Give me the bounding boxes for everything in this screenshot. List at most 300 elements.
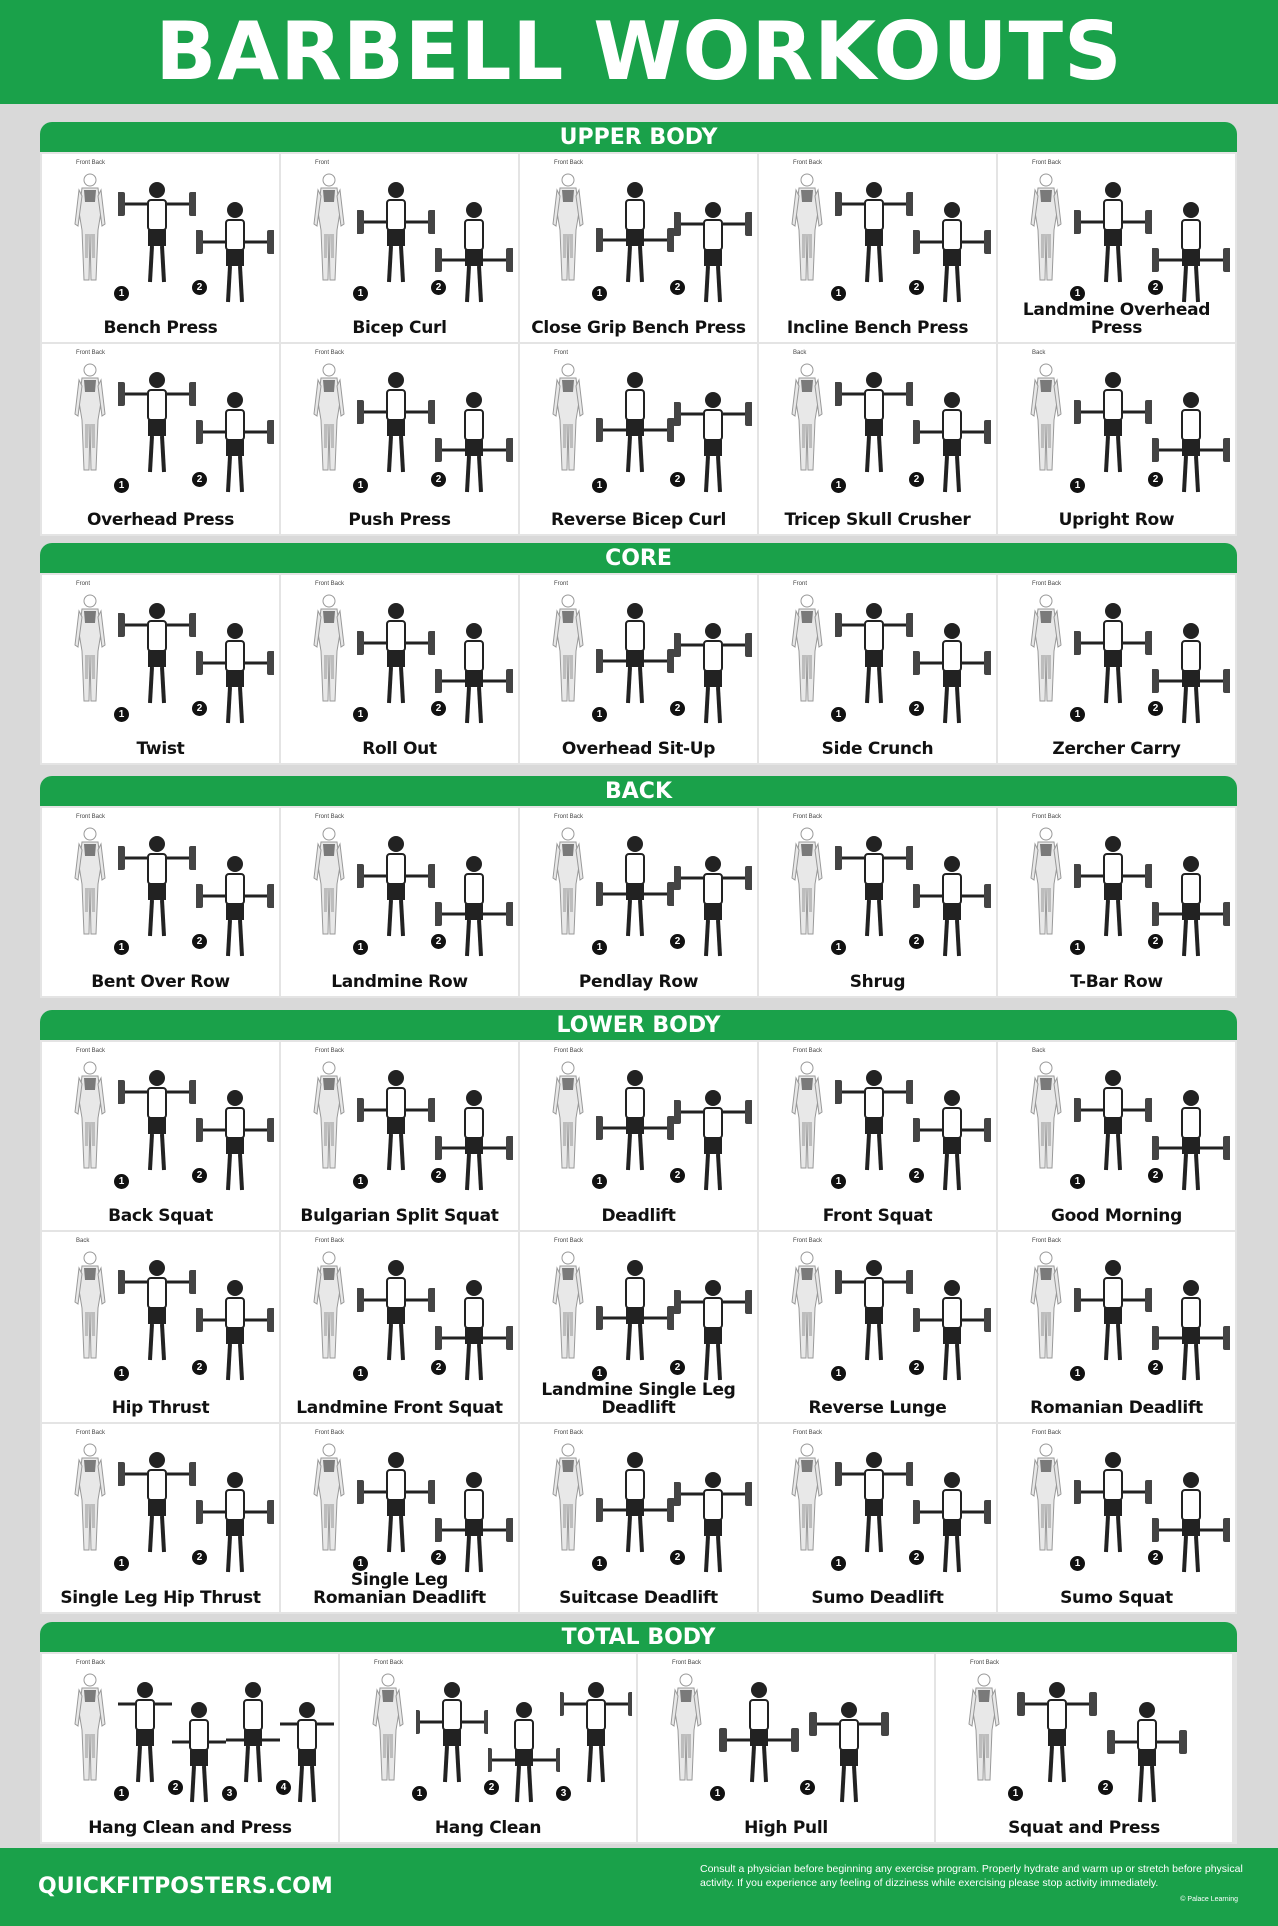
muscle-view-caption: Front Back — [315, 1048, 345, 1054]
muscle-view-caption: Front Back — [554, 814, 584, 820]
step-number-badge: 2 — [192, 1360, 207, 1375]
poster-title: BARBELL WORKOUTS — [155, 5, 1123, 98]
exercise-card[interactable] — [998, 1232, 1235, 1422]
step-number-badge: 2 — [909, 472, 924, 487]
exercise-card[interactable] — [281, 154, 518, 342]
exercise-card[interactable] — [998, 154, 1235, 342]
exercise-card[interactable] — [520, 1042, 757, 1230]
exercise-figure-icon — [435, 850, 513, 965]
exercise-figure-icon — [172, 1696, 226, 1811]
poster-header — [0, 0, 1278, 104]
step-number-badge: 2 — [431, 280, 446, 295]
exercise-name: Good Morning — [1051, 1206, 1182, 1226]
exercise-figure-icon — [357, 176, 435, 291]
muscle-view-caption: Front — [76, 581, 91, 587]
step-number-badge: 2 — [670, 1168, 685, 1183]
exercise-figure-icon — [357, 366, 435, 481]
exercise-figure-icon — [835, 597, 913, 712]
exercise-figure-icon — [1074, 1064, 1152, 1179]
exercise-row — [42, 154, 1237, 344]
exercise-figure-icon — [674, 1466, 752, 1581]
exercise-figure-icon — [714, 1676, 804, 1791]
muscle-diagram-icon — [668, 1672, 704, 1784]
step-number-badge: 1 — [1070, 940, 1085, 955]
exercise-figure-icon — [280, 1696, 334, 1811]
exercise-name: Hip Thrust — [111, 1398, 210, 1418]
step-number-badge: 2 — [192, 280, 207, 295]
step-number-badge: 1 — [114, 1174, 129, 1189]
muscle-diagram-icon — [966, 1672, 1002, 1784]
step-number-badge: 2 — [1098, 1780, 1113, 1795]
muscle-view-caption: Front Back — [315, 350, 345, 356]
exercise-figure-icon — [226, 1676, 280, 1791]
exercise-card[interactable] — [520, 808, 757, 996]
exercise-name: Tricep Skull Crusher — [784, 510, 971, 530]
exercise-card[interactable] — [759, 808, 996, 996]
muscle-view-caption: Front Back — [793, 814, 823, 820]
section-upper-body — [40, 122, 1237, 536]
exercise-card[interactable] — [638, 1654, 934, 1842]
exercise-name: Sumo Squat — [1060, 1588, 1173, 1608]
exercise-row — [42, 808, 1237, 998]
muscle-diagram-icon — [1028, 1060, 1064, 1172]
exercise-name: Landmine Overhead Press — [1022, 300, 1211, 338]
exercise-figure-icon — [196, 617, 274, 732]
section-title: BACK — [40, 776, 1237, 806]
exercise-figure-icon — [196, 1084, 274, 1199]
step-number-badge: 1 — [1070, 1174, 1085, 1189]
step-number-badge: 1 — [592, 1556, 607, 1571]
step-number-badge: 2 — [909, 1550, 924, 1565]
exercise-figure-icon — [357, 1064, 435, 1179]
exercise-name: Pendlay Row — [578, 972, 699, 992]
step-number-badge: 3 — [222, 1786, 237, 1801]
exercise-figure-icon — [118, 1446, 196, 1561]
exercise-figure-icon — [913, 196, 991, 311]
exercise-card[interactable] — [42, 575, 279, 763]
exercise-row — [42, 1424, 1237, 1614]
step-number-badge: 2 — [431, 934, 446, 949]
muscle-view-caption: Back — [793, 350, 807, 356]
exercise-card[interactable] — [520, 344, 757, 534]
muscle-diagram-icon — [72, 593, 108, 705]
exercise-name: Single Leg Hip Thrust — [60, 1588, 261, 1608]
step-number-badge: 1 — [592, 478, 607, 493]
exercise-card[interactable] — [281, 1042, 518, 1230]
exercise-figure-icon — [913, 850, 991, 965]
exercise-figure-icon — [118, 830, 196, 945]
exercise-figure-icon — [118, 597, 196, 712]
step-number-badge: 1 — [1070, 286, 1085, 301]
muscle-diagram-icon — [789, 1060, 825, 1172]
muscle-view-caption: Front Back — [1032, 814, 1062, 820]
exercise-card[interactable] — [281, 808, 518, 996]
disclaimer-text: Consult a physician before beginning any exercise program. Properly hydrate and warm up or stretch before physical activity. If you experience any feeling of dizziness while exercising please stop activity immediately. — [700, 1863, 1243, 1889]
exercise-figure-icon — [1012, 1676, 1102, 1791]
muscle-diagram-icon — [72, 1672, 108, 1784]
muscle-view-caption: Front — [793, 581, 808, 587]
muscle-diagram-icon — [550, 593, 586, 705]
exercise-figure-icon — [435, 386, 513, 501]
exercise-name: Deadlift — [601, 1206, 676, 1226]
step-number-badge: 2 — [168, 1780, 183, 1795]
muscle-diagram-icon — [550, 1060, 586, 1172]
muscle-view-caption: Front Back — [672, 1660, 702, 1666]
muscle-diagram-icon — [311, 1060, 347, 1172]
exercise-name: Bench Press — [103, 318, 218, 338]
exercise-figure-icon — [596, 1064, 674, 1179]
exercise-card[interactable] — [42, 1232, 279, 1422]
step-number-badge: 2 — [192, 472, 207, 487]
exercise-figure-icon — [357, 1254, 435, 1369]
exercise-figure-icon — [674, 1084, 752, 1199]
exercise-figure-icon — [1152, 617, 1230, 732]
exercise-card[interactable] — [759, 344, 996, 534]
step-number-badge: 1 — [831, 707, 846, 722]
exercise-figure-icon — [196, 1466, 274, 1581]
step-number-badge: 2 — [1148, 280, 1163, 295]
exercise-figure-icon — [835, 1254, 913, 1369]
step-number-badge: 1 — [592, 940, 607, 955]
muscle-view-caption: Back — [1032, 350, 1046, 356]
step-number-badge: 1 — [831, 478, 846, 493]
step-number-badge: 2 — [192, 701, 207, 716]
step-number-badge: 1 — [412, 1786, 427, 1801]
muscle-view-caption: Front Back — [76, 814, 106, 820]
step-number-badge: 1 — [831, 286, 846, 301]
muscle-view-caption: Front Back — [793, 1238, 823, 1244]
exercise-card[interactable] — [998, 1042, 1235, 1230]
section-body — [40, 1652, 1237, 1844]
exercise-name: Bicep Curl — [352, 318, 447, 338]
exercise-figure-icon — [1074, 176, 1152, 291]
step-number-badge: 2 — [431, 1360, 446, 1375]
muscle-diagram-icon — [550, 362, 586, 474]
exercise-figure-icon — [357, 597, 435, 712]
exercise-name: Landmine Single Leg Deadlift — [541, 1380, 736, 1418]
step-number-badge: 1 — [592, 1366, 607, 1381]
step-number-badge: 1 — [1070, 707, 1085, 722]
exercise-figure-icon — [596, 597, 674, 712]
step-number-badge: 2 — [670, 701, 685, 716]
muscle-diagram-icon — [311, 826, 347, 938]
exercise-figure-icon — [596, 366, 674, 481]
section-body — [40, 806, 1237, 998]
step-number-badge: 1 — [353, 1556, 368, 1571]
exercise-name: Overhead Sit-Up — [561, 739, 716, 759]
exercise-figure-icon — [674, 850, 752, 965]
exercise-card[interactable] — [759, 1042, 996, 1230]
exercise-card[interactable] — [42, 154, 279, 342]
step-number-badge: 2 — [909, 934, 924, 949]
step-number-badge: 1 — [831, 940, 846, 955]
exercise-card[interactable] — [42, 1424, 279, 1612]
exercise-figure-icon — [435, 1466, 513, 1581]
exercise-figure-icon — [196, 1274, 274, 1389]
muscle-view-caption: Back — [1032, 1048, 1046, 1054]
exercise-figure-icon — [596, 1254, 674, 1369]
exercise-name: T-Bar Row — [1070, 972, 1163, 992]
exercise-figure-icon — [1074, 1254, 1152, 1369]
exercise-figure-icon — [1074, 1446, 1152, 1561]
muscle-view-caption: Front Back — [315, 581, 345, 587]
exercise-figure-icon — [560, 1676, 632, 1791]
exercise-figure-icon — [596, 830, 674, 945]
exercise-card[interactable] — [998, 575, 1235, 763]
muscle-view-caption: Front Back — [554, 1238, 584, 1244]
exercise-figure-icon — [196, 196, 274, 311]
exercise-figure-icon — [1152, 1466, 1230, 1581]
step-number-badge: 2 — [431, 1550, 446, 1565]
muscle-view-caption: Front Back — [793, 1048, 823, 1054]
muscle-diagram-icon — [789, 362, 825, 474]
step-number-badge: 2 — [192, 934, 207, 949]
step-number-badge: 2 — [1148, 1550, 1163, 1565]
muscle-view-caption: Front Back — [554, 1430, 584, 1436]
muscle-diagram-icon — [311, 362, 347, 474]
step-number-badge: 1 — [353, 707, 368, 722]
muscle-view-caption: Front Back — [315, 1430, 345, 1436]
exercise-card[interactable] — [520, 154, 757, 342]
muscle-view-caption: Front Back — [554, 160, 584, 166]
step-number-badge: 2 — [431, 472, 446, 487]
exercise-figure-icon — [1152, 1274, 1230, 1389]
exercise-name: Push Press — [348, 510, 451, 530]
muscle-diagram-icon — [1028, 1442, 1064, 1554]
exercise-name: Back Squat — [108, 1206, 213, 1226]
exercise-card[interactable] — [759, 575, 996, 763]
step-number-badge: 3 — [556, 1786, 571, 1801]
exercise-figure-icon — [435, 617, 513, 732]
exercise-row — [42, 575, 1237, 765]
exercise-figure-icon — [1152, 386, 1230, 501]
step-number-badge: 1 — [592, 1174, 607, 1189]
exercise-card[interactable] — [998, 1424, 1235, 1612]
step-number-badge: 2 — [431, 701, 446, 716]
muscle-diagram-icon — [789, 1442, 825, 1554]
section-core — [40, 543, 1237, 765]
step-number-badge: 1 — [353, 478, 368, 493]
muscle-diagram-icon — [72, 1060, 108, 1172]
exercise-row — [42, 1654, 1237, 1844]
step-number-badge: 2 — [670, 934, 685, 949]
step-number-badge: 1 — [114, 1556, 129, 1571]
step-number-badge: 1 — [1008, 1786, 1023, 1801]
exercise-card[interactable] — [520, 575, 757, 763]
exercise-figure-icon — [674, 196, 752, 311]
exercise-figure-icon — [913, 386, 991, 501]
exercise-card[interactable] — [42, 808, 279, 996]
muscle-diagram-icon — [72, 1442, 108, 1554]
muscle-view-caption: Front Back — [1032, 1238, 1062, 1244]
step-number-badge: 2 — [484, 1780, 499, 1795]
exercise-name: Upright Row — [1058, 510, 1175, 530]
section-body — [40, 152, 1237, 536]
exercise-name: Close Grip Bench Press — [531, 318, 746, 338]
exercise-name: Front Squat — [822, 1206, 933, 1226]
exercise-card[interactable] — [759, 1424, 996, 1612]
exercise-name: Zercher Carry — [1052, 739, 1181, 759]
muscle-view-caption: Front Back — [315, 814, 345, 820]
exercise-name: Landmine Front Squat — [296, 1398, 503, 1418]
section-lower-body — [40, 1010, 1237, 1614]
exercise-name: Sumo Deadlift — [811, 1588, 944, 1608]
exercise-figure-icon — [835, 176, 913, 291]
exercise-card[interactable] — [998, 808, 1235, 996]
exercise-row — [42, 1042, 1237, 1232]
exercise-name: Shrug — [849, 972, 906, 992]
step-number-badge: 2 — [909, 280, 924, 295]
section-back — [40, 776, 1237, 998]
step-number-badge: 2 — [192, 1168, 207, 1183]
exercise-figure-icon — [674, 386, 752, 501]
step-number-badge: 2 — [670, 1550, 685, 1565]
step-number-badge: 4 — [276, 1780, 291, 1795]
muscle-view-caption: Front — [554, 581, 569, 587]
exercise-figure-icon — [835, 1064, 913, 1179]
muscle-view-caption: Front Back — [1032, 581, 1062, 587]
poster-footer — [0, 1848, 1278, 1926]
muscle-view-caption: Front Back — [1032, 160, 1062, 166]
exercise-figure-icon — [118, 1676, 172, 1791]
muscle-diagram-icon — [72, 1250, 108, 1362]
exercise-figure-icon — [416, 1676, 488, 1791]
exercise-figure-icon — [1152, 1084, 1230, 1199]
exercise-card[interactable] — [520, 1424, 757, 1612]
step-number-badge: 2 — [1148, 1168, 1163, 1183]
step-number-badge: 1 — [114, 940, 129, 955]
exercise-figure-icon — [596, 1446, 674, 1561]
exercise-figure-icon — [196, 386, 274, 501]
step-number-badge: 1 — [831, 1556, 846, 1571]
step-number-badge: 1 — [710, 1786, 725, 1801]
exercise-name: Squat and Press — [1008, 1818, 1160, 1838]
step-number-badge: 2 — [1148, 701, 1163, 716]
exercise-figure-icon — [674, 617, 752, 732]
muscle-diagram-icon — [1028, 1250, 1064, 1362]
step-number-badge: 1 — [592, 707, 607, 722]
exercise-card[interactable] — [281, 344, 518, 534]
step-number-badge: 1 — [114, 478, 129, 493]
exercise-name: Bent Over Row — [91, 972, 230, 992]
section-total-body — [40, 1622, 1237, 1844]
muscle-diagram-icon — [789, 593, 825, 705]
muscle-diagram-icon — [311, 172, 347, 284]
section-title: TOTAL BODY — [40, 1622, 1237, 1652]
step-number-badge: 2 — [800, 1780, 815, 1795]
exercise-figure-icon — [435, 1084, 513, 1199]
exercise-figure-icon — [357, 830, 435, 945]
step-number-badge: 2 — [670, 1360, 685, 1375]
muscle-diagram-icon — [550, 1442, 586, 1554]
website-link[interactable]: QUICKFITPOSTERS.COM — [38, 1874, 333, 1899]
exercise-card[interactable] — [759, 154, 996, 342]
exercise-name: Hang Clean — [434, 1818, 542, 1838]
exercise-figure-icon — [913, 1274, 991, 1389]
muscle-diagram-icon — [550, 172, 586, 284]
muscle-diagram-icon — [789, 1250, 825, 1362]
step-number-badge: 2 — [670, 280, 685, 295]
muscle-view-caption: Front Back — [76, 1430, 106, 1436]
exercise-figure-icon — [1152, 850, 1230, 965]
step-number-badge: 2 — [1148, 934, 1163, 949]
muscle-view-caption: Front Back — [76, 350, 106, 356]
muscle-diagram-icon — [1028, 172, 1064, 284]
exercise-figure-icon — [1152, 196, 1230, 311]
exercise-name: Reverse Bicep Curl — [550, 510, 727, 530]
exercise-card[interactable] — [759, 1232, 996, 1422]
step-number-badge: 1 — [114, 286, 129, 301]
exercise-figure-icon — [196, 850, 274, 965]
exercise-figure-icon — [118, 366, 196, 481]
step-number-badge: 2 — [909, 1168, 924, 1183]
exercise-card[interactable] — [340, 1654, 636, 1842]
exercise-figure-icon — [1074, 597, 1152, 712]
exercise-name: Twist — [136, 739, 185, 759]
exercise-figure-icon — [913, 1084, 991, 1199]
exercise-card[interactable] — [281, 575, 518, 763]
section-title: LOWER BODY — [40, 1010, 1237, 1040]
section-body — [40, 1040, 1237, 1614]
step-number-badge: 1 — [114, 707, 129, 722]
step-number-badge: 2 — [1148, 472, 1163, 487]
exercise-name: Incline Bench Press — [786, 318, 969, 338]
exercise-card[interactable] — [520, 1232, 757, 1422]
step-number-badge: 2 — [192, 1550, 207, 1565]
exercise-card[interactable] — [998, 344, 1235, 534]
exercise-name: Single Leg Romanian Deadlift — [313, 1570, 486, 1608]
muscle-view-caption: Front Back — [1032, 1430, 1062, 1436]
exercise-figure-icon — [835, 1446, 913, 1561]
muscle-diagram-icon — [72, 172, 108, 284]
step-number-badge: 2 — [431, 1168, 446, 1183]
step-number-badge: 1 — [353, 1174, 368, 1189]
exercise-card[interactable] — [281, 1424, 518, 1612]
exercise-figure-icon — [1102, 1696, 1192, 1811]
step-number-badge: 1 — [831, 1366, 846, 1381]
exercise-name: Landmine Row — [331, 972, 468, 992]
muscle-view-caption: Front Back — [374, 1660, 404, 1666]
step-number-badge: 1 — [1070, 1366, 1085, 1381]
exercise-name: Romanian Deadlift — [1030, 1398, 1203, 1418]
exercise-figure-icon — [1074, 830, 1152, 945]
exercise-card[interactable] — [936, 1654, 1232, 1842]
muscle-diagram-icon — [789, 172, 825, 284]
exercise-card[interactable] — [42, 1654, 338, 1842]
exercise-card[interactable] — [42, 1042, 279, 1230]
exercise-figure-icon — [913, 617, 991, 732]
section-body — [40, 573, 1237, 765]
exercise-name: Side Crunch — [821, 739, 934, 759]
exercise-name: High Pull — [744, 1818, 828, 1838]
exercise-name: Hang Clean and Press — [88, 1818, 292, 1838]
muscle-diagram-icon — [550, 826, 586, 938]
exercise-card[interactable] — [42, 344, 279, 534]
exercise-figure-icon — [118, 1254, 196, 1369]
section-title: CORE — [40, 543, 1237, 573]
muscle-view-caption: Front Back — [554, 1048, 584, 1054]
step-number-badge: 1 — [592, 286, 607, 301]
exercise-card[interactable] — [281, 1232, 518, 1422]
muscle-view-caption: Front Back — [793, 160, 823, 166]
exercise-figure-icon — [835, 366, 913, 481]
muscle-diagram-icon — [72, 826, 108, 938]
exercise-row — [42, 1232, 1237, 1424]
step-number-badge: 1 — [1070, 478, 1085, 493]
muscle-view-caption: Front Back — [315, 1238, 345, 1244]
step-number-badge: 1 — [353, 1366, 368, 1381]
muscle-diagram-icon — [311, 1250, 347, 1362]
